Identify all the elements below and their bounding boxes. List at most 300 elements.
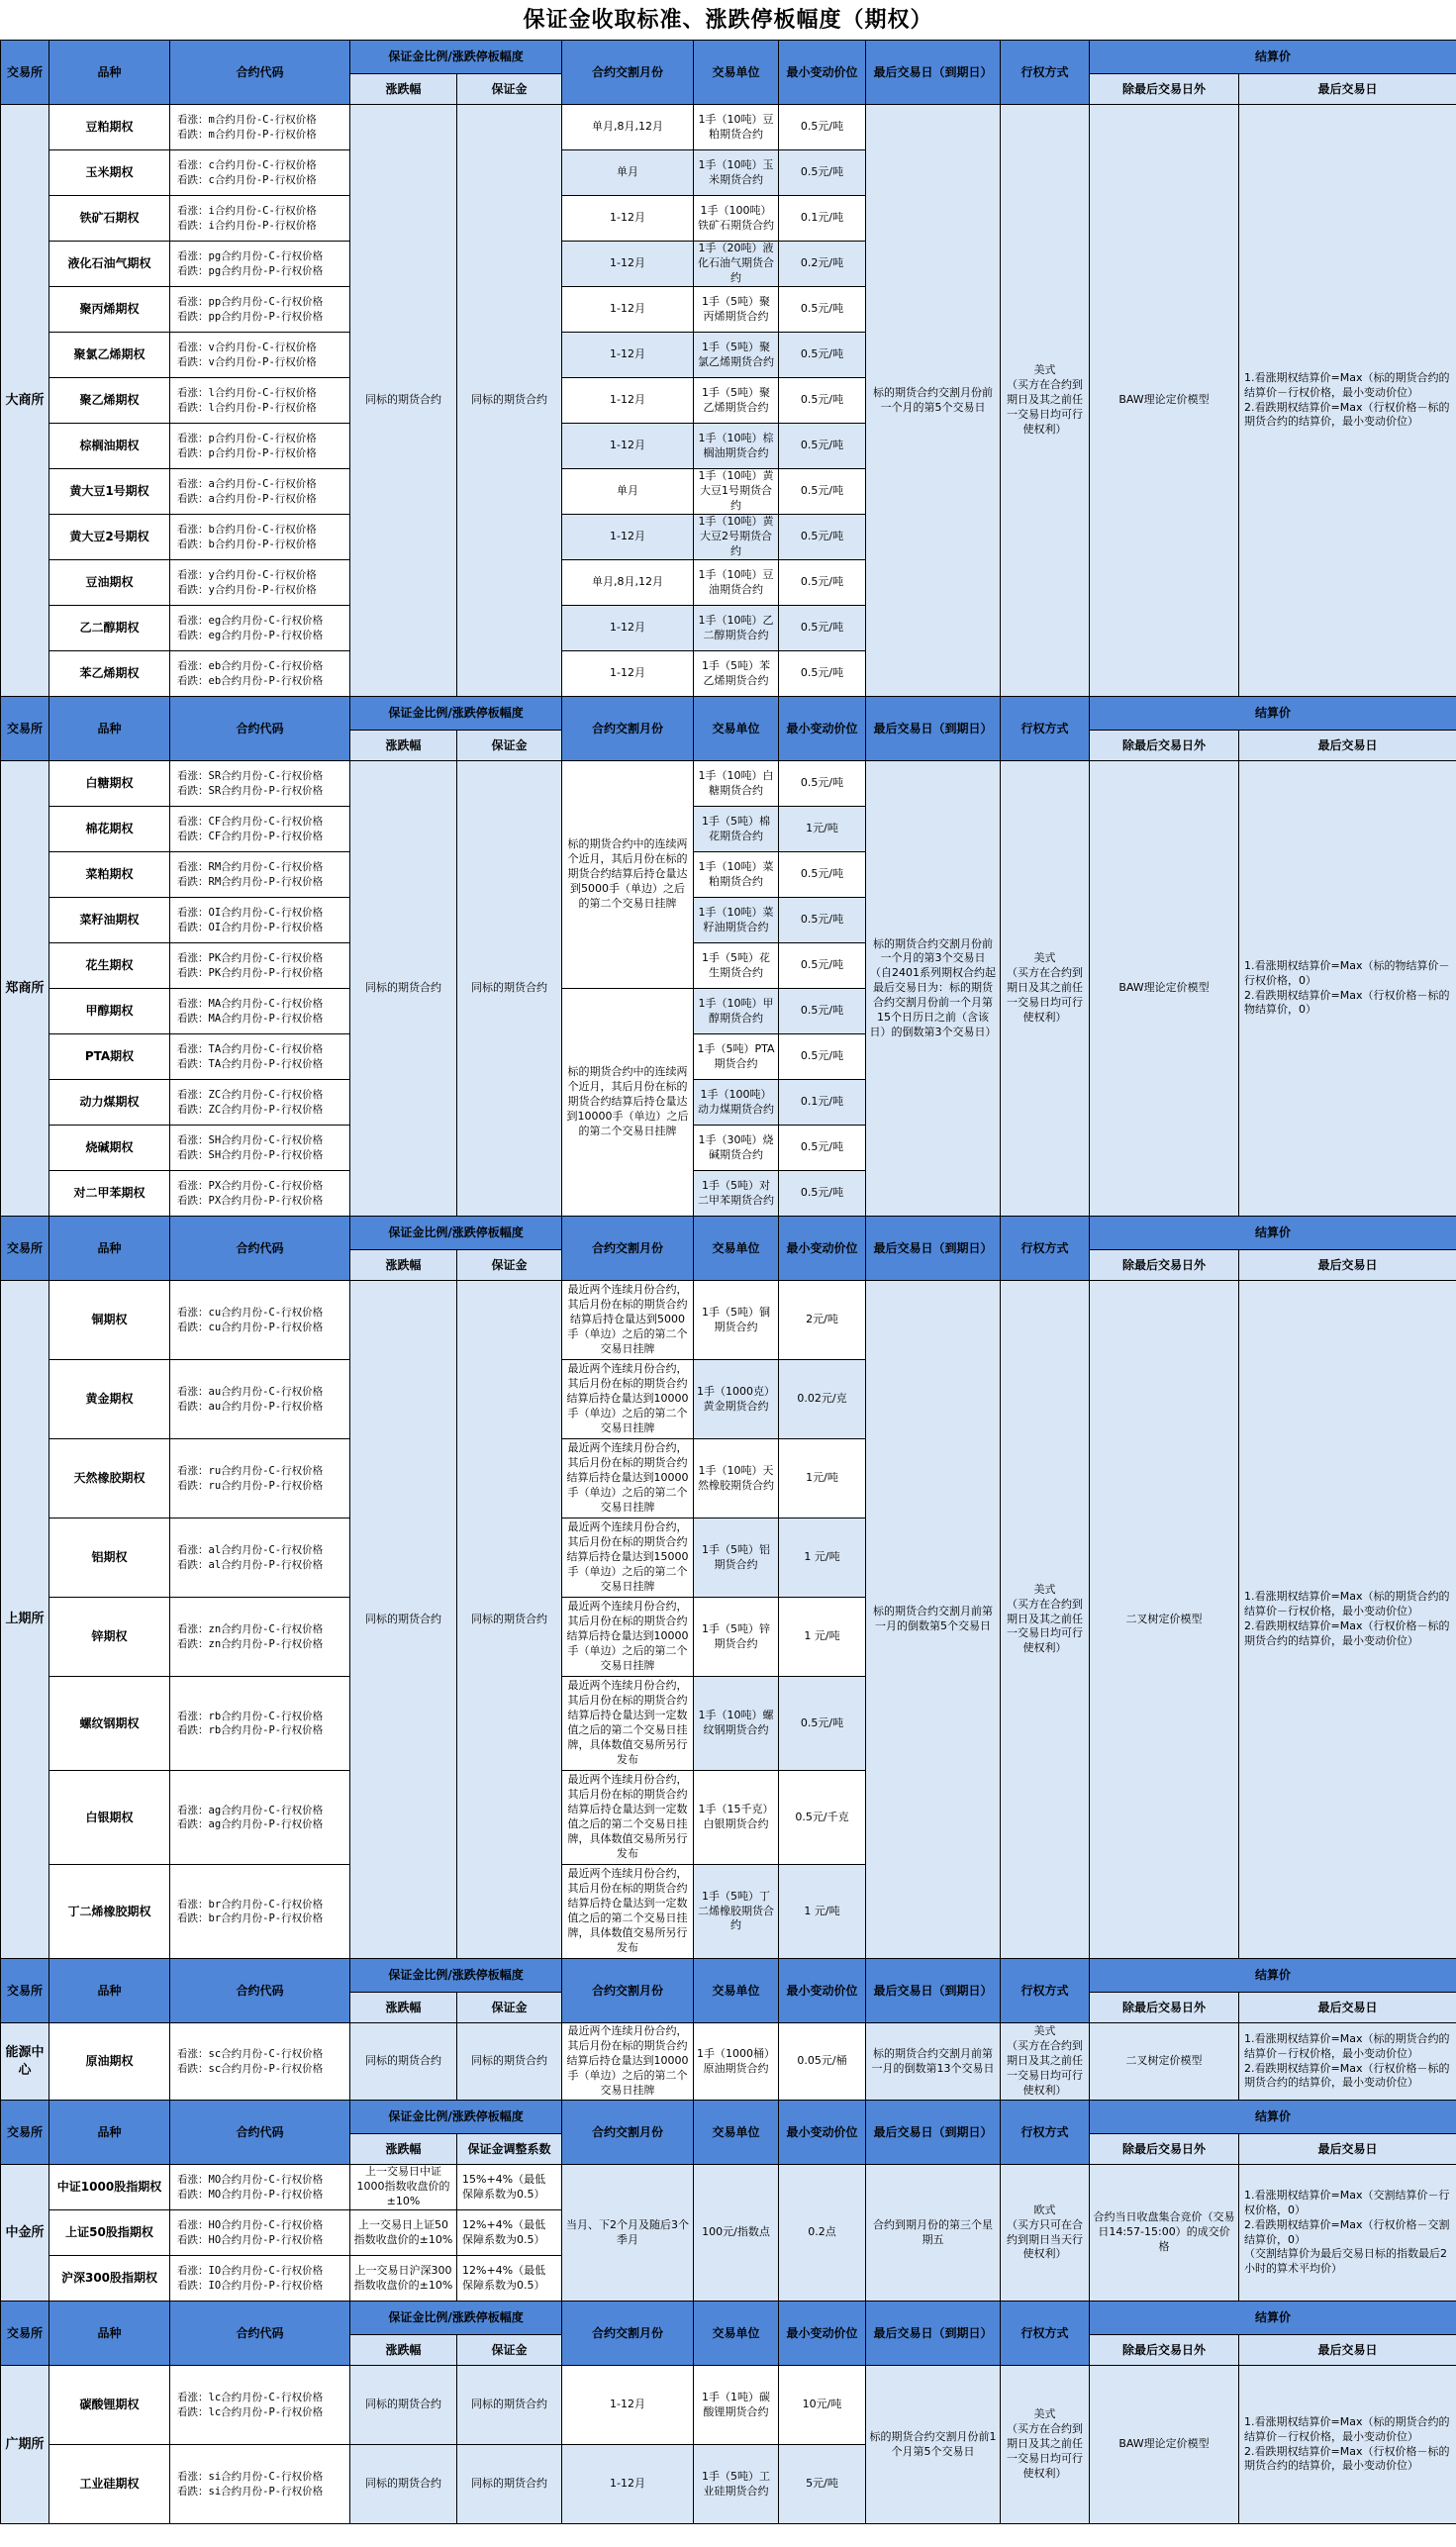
settle-last-cell: 1.看涨期权结算价=Max（标的期货合约的结算价－行权价格，最小变动价位） 2.看跌期权结算价=Max（行权价格－标的期货合约的结算价，最小变动价位）	[1239, 2366, 1456, 2524]
col-header-product: 品种	[49, 697, 170, 761]
col-header-contract-code: 合约代码	[170, 1959, 350, 2023]
delivery-month: 1-12月	[562, 651, 694, 697]
delivery-month: 最近两个连续月份合约，其后月份在标的期货合约结算后持仓量达到10000手（单边）之后的第二个交易日挂牌	[562, 1439, 694, 1518]
tick-size: 0.5元/吨	[779, 1171, 866, 1217]
exercise-cell: 美式 （买方在合约到期日及其之前任一交易日均可行使权利）	[1001, 2023, 1090, 2101]
margin-coef-cell: 12%+4%（最低保障系数为0.5）	[457, 2256, 562, 2302]
trading-unit: 1手（10吨）棕榈油期货合约	[694, 424, 779, 469]
col-header-unit: 交易单位	[694, 41, 779, 105]
header-row	[1, 41, 1456, 74]
col-header-last-trading-day: 最后交易日（到期日）	[866, 2101, 1001, 2165]
product-name: 甲醇期权	[49, 989, 170, 1034]
trading-unit: 1手（5吨）聚氯乙烯期货合约	[694, 333, 779, 378]
delivery-month: 1-12月	[562, 333, 694, 378]
product-name: 工业硅期权	[49, 2445, 170, 2524]
trading-unit: 1手（5吨）PTA期货合约	[694, 1034, 779, 1080]
delivery-month: 标的期货合约中的连续两个近月，其后月份在标的期货合约结算后持仓量达到10000手（单边）之后的第二个交易日挂牌	[562, 989, 694, 1217]
col-header-settle-normal: 除最后交易日外	[1090, 1993, 1239, 2023]
col-header-last-trading-day: 最后交易日（到期日）	[866, 1217, 1001, 1281]
trading-unit: 1手（10吨）白糖期货合约	[694, 761, 779, 807]
delivery-month: 最近两个连续月份合约，其后月份在标的期货合约结算后持仓量达到10000手（单边）之后的第二个交易日挂牌	[562, 1360, 694, 1439]
product-name: 丁二烯橡胶期权	[49, 1865, 170, 1959]
contract-code: 看涨：SH合约月份-C-行权价格 看跌：SH合约月份-P-行权价格	[170, 1126, 350, 1171]
tick-size: 0.5元/吨	[779, 287, 866, 333]
product-name: 原油期权	[49, 2023, 170, 2101]
settle-last-cell: 1.看涨期权结算价=Max（标的期货合约的结算价－行权价格，最小变动价位） 2.看跌期权结算价=Max（行权价格－标的期货合约的结算价，最小变动价位）	[1239, 2023, 1456, 2101]
trading-unit: 1手（5吨）花生期货合约	[694, 943, 779, 989]
table-row	[1, 1281, 1456, 1360]
contract-code: 看涨：ru合约月份-C-行权价格 看跌：ru合约月份-P-行权价格	[170, 1439, 350, 1518]
header-row	[1, 1217, 1456, 1250]
tick-size: 0.5元/吨	[779, 333, 866, 378]
tick-size: 0.2元/吨	[779, 242, 866, 287]
tick-size: 0.05元/桶	[779, 2023, 866, 2101]
tick-size: 0.5元/吨	[779, 1034, 866, 1080]
col-header-tick: 最小变动价位	[779, 2101, 866, 2165]
product-name: 白银期权	[49, 1771, 170, 1865]
tick-size: 0.5元/吨	[779, 469, 866, 515]
col-header-settle-last: 最后交易日	[1239, 2134, 1456, 2165]
tick-size: 2元/吨	[779, 1281, 866, 1360]
col-header-contract-code: 合约代码	[170, 1217, 350, 1281]
product-name: 棉花期权	[49, 807, 170, 852]
product-name: 黄大豆2号期权	[49, 515, 170, 560]
col-header-settle-last: 最后交易日	[1239, 2335, 1456, 2366]
col-header-margin: 保证金	[457, 74, 562, 105]
col-header-settlement: 结算价	[1090, 2302, 1456, 2335]
exchange-cell: 上期所	[1, 1281, 49, 1959]
col-header-unit: 交易单位	[694, 2101, 779, 2165]
tick-size: 0.02元/克	[779, 1360, 866, 1439]
delivery-month: 最近两个连续月份合约，其后月份在标的期货合约结算后持仓量达到10000手（单边）之后的第二个交易日挂牌	[562, 1598, 694, 1677]
delivery-month: 最近两个连续月份合约，其后月份在标的期货合约结算后持仓量达到10000手（单边）之后的第二个交易日挂牌	[562, 2023, 694, 2101]
tick-size: 1元/吨	[779, 807, 866, 852]
delivery-month: 单月	[562, 469, 694, 515]
col-header-exercise: 行权方式	[1001, 2101, 1090, 2165]
col-header-margin: 保证金	[457, 2335, 562, 2366]
trading-unit: 1手（5吨）铜期货合约	[694, 1281, 779, 1360]
product-name: 铜期权	[49, 1281, 170, 1360]
contract-code: 看涨：br合约月份-C-行权价格 看跌：br合约月份-P-行权价格	[170, 1865, 350, 1959]
col-header-limit: 涨跌幅	[350, 1250, 457, 1281]
delivery-month: 1-12月	[562, 2445, 694, 2524]
tick-size: 0.5元/吨	[779, 606, 866, 651]
product-name: 白糖期权	[49, 761, 170, 807]
col-header-exercise: 行权方式	[1001, 41, 1090, 105]
delivery-month: 单月	[562, 150, 694, 196]
limit-cell: 上一交易日沪深300指数收盘价的±10%	[350, 2256, 457, 2302]
trading-unit: 1手（1000桶）原油期货合约	[694, 2023, 779, 2101]
col-header-exercise: 行权方式	[1001, 1217, 1090, 1281]
col-header-delivery-month: 合约交割月份	[562, 1959, 694, 2023]
settle-normal-cell: 合约当日收盘集合竞价（交易日14:57-15:00）的成交价格	[1090, 2165, 1239, 2302]
col-header-exchange: 交易所	[1, 2302, 49, 2366]
settle-last-cell: 1.看涨期权结算价=Max（标的物结算价－行权价格，0） 2.看跌期权结算价=Max（行权价格－标的物结算价，0）	[1239, 761, 1456, 1217]
margin-cell: 同标的期货合约	[457, 105, 562, 697]
col-header-exchange: 交易所	[1, 1959, 49, 2023]
col-header-settle-last: 最后交易日	[1239, 74, 1456, 105]
col-header-limit: 涨跌幅	[350, 731, 457, 761]
col-header-tick: 最小变动价位	[779, 697, 866, 761]
col-header-margin: 保证金	[457, 1250, 562, 1281]
col-header-product: 品种	[49, 1217, 170, 1281]
col-header-limit: 涨跌幅	[350, 2335, 457, 2366]
trading-unit: 1手（10吨）豆粕期货合约	[694, 105, 779, 150]
product-name: 苯乙烯期权	[49, 651, 170, 697]
contract-code: 看涨：y合约月份-C-行权价格 看跌：y合约月份-P-行权价格	[170, 560, 350, 606]
product-name: 菜粕期权	[49, 852, 170, 898]
trading-unit: 1手（100吨）铁矿石期货合约	[694, 196, 779, 242]
col-header-last-trading-day: 最后交易日（到期日）	[866, 1959, 1001, 2023]
exchange-cell: 广期所	[1, 2366, 49, 2524]
exercise-cell: 美式 （买方在合约到期日及其之前任一交易日均可行使权利）	[1001, 761, 1090, 1217]
contract-code: 看涨：a合约月份-C-行权价格 看跌：a合约月份-P-行权价格	[170, 469, 350, 515]
tick-size: 1 元/吨	[779, 1518, 866, 1598]
last-trading-day-cell: 标的期货合约交割月份前一个月的第5个交易日	[866, 105, 1001, 697]
tick-size: 0.2点	[779, 2165, 866, 2302]
col-header-last-trading-day: 最后交易日（到期日）	[866, 2302, 1001, 2366]
contract-code: 看涨：RM合约月份-C-行权价格 看跌：RM合约月份-P-行权价格	[170, 852, 350, 898]
contract-code: 看涨：b合约月份-C-行权价格 看跌：b合约月份-P-行权价格	[170, 515, 350, 560]
limit-cell: 同标的期货合约	[350, 2023, 457, 2101]
product-name: 沪深300股指期权	[49, 2256, 170, 2302]
col-header-margin-group: 保证金比例/涨跌停板幅度	[350, 697, 562, 731]
contract-code: 看涨：c合约月份-C-行权价格 看跌：c合约月份-P-行权价格	[170, 150, 350, 196]
col-header-exchange: 交易所	[1, 2101, 49, 2165]
col-header-delivery-month: 合约交割月份	[562, 697, 694, 761]
trading-unit: 100元/指数点	[694, 2165, 779, 2302]
col-header-exchange: 交易所	[1, 1217, 49, 1281]
col-header-settle-normal: 除最后交易日外	[1090, 2134, 1239, 2165]
col-header-margin: 保证金	[457, 731, 562, 761]
tick-size: 0.5元/吨	[779, 515, 866, 560]
col-header-margin-coef: 保证金调整系数	[457, 2134, 562, 2165]
trading-unit: 1手（10吨）玉米期货合约	[694, 150, 779, 196]
trading-unit: 1手（5吨）工业硅期货合约	[694, 2445, 779, 2524]
trading-unit: 1手（10吨）黄大豆2号期货合约	[694, 515, 779, 560]
contract-code: 看涨：eg合约月份-C-行权价格 看跌：eg合约月份-P-行权价格	[170, 606, 350, 651]
product-name: 黄金期权	[49, 1360, 170, 1439]
col-header-settlement: 结算价	[1090, 1959, 1456, 1993]
contract-code: 看涨：rb合约月份-C-行权价格 看跌：rb合约月份-P-行权价格	[170, 1677, 350, 1771]
contract-code: 看涨：zn合约月份-C-行权价格 看跌：zn合约月份-P-行权价格	[170, 1598, 350, 1677]
exercise-cell: 美式 （买方在合约到期日及其之前任一交易日均可行使权利）	[1001, 2366, 1090, 2524]
product-name: 黄大豆1号期权	[49, 469, 170, 515]
delivery-month: 1-12月	[562, 287, 694, 333]
tick-size: 0.5元/吨	[779, 852, 866, 898]
tick-size: 5元/吨	[779, 2445, 866, 2524]
col-header-exercise: 行权方式	[1001, 2302, 1090, 2366]
product-name: 烧碱期权	[49, 1126, 170, 1171]
delivery-month: 1-12月	[562, 515, 694, 560]
col-header-settlement: 结算价	[1090, 697, 1456, 731]
tick-size: 1元/吨	[779, 1439, 866, 1518]
limit-cell: 同标的期货合约	[350, 2445, 457, 2524]
col-header-margin: 保证金	[457, 1993, 562, 2023]
product-name: 花生期权	[49, 943, 170, 989]
delivery-month: 单月,8月,12月	[562, 560, 694, 606]
contract-code: 看涨：sc合约月份-C-行权价格 看跌：sc合约月份-P-行权价格	[170, 2023, 350, 2101]
col-header-exchange: 交易所	[1, 697, 49, 761]
product-name: 铁矿石期权	[49, 196, 170, 242]
col-header-unit: 交易单位	[694, 1959, 779, 2023]
col-header-contract-code: 合约代码	[170, 2101, 350, 2165]
product-name: 上证50股指期权	[49, 2210, 170, 2256]
col-header-unit: 交易单位	[694, 2302, 779, 2366]
exchange-cell: 中金所	[1, 2165, 49, 2302]
margin-coef-cell: 15%+4%（最低保障系数为0.5）	[457, 2165, 562, 2210]
tick-size: 0.5元/吨	[779, 761, 866, 807]
delivery-month: 最近两个连续月份合约，其后月份在标的期货合约结算后持仓量达到15000手（单边）之后的第二个交易日挂牌	[562, 1518, 694, 1598]
margin-cell: 同标的期货合约	[457, 2445, 562, 2524]
table-row	[1, 2366, 1456, 2445]
last-trading-day-cell: 标的期货合约交割月份前一个月的第3个交易日 （自2401系列期权合约起最后交易日为：标的期货合约交割月份前一个月第15个日历日之前（含该日）的倒数第3个交易日）	[866, 761, 1001, 1217]
trading-unit: 1手（5吨）对二甲苯期货合约	[694, 1171, 779, 1217]
contract-code: 看涨：PX合约月份-C-行权价格 看跌：PX合约月份-P-行权价格	[170, 1171, 350, 1217]
contract-code: 看涨：SR合约月份-C-行权价格 看跌：SR合约月份-P-行权价格	[170, 761, 350, 807]
page-title: 保证金收取标准、涨跌停板幅度（期权）	[523, 7, 933, 33]
product-name: 豆粕期权	[49, 105, 170, 150]
settle-normal-cell: BAW理论定价模型	[1090, 761, 1239, 1217]
limit-cell: 同标的期货合约	[350, 2366, 457, 2445]
limit-cell: 上一交易日中证1000指数收盘价的±10%	[350, 2165, 457, 2210]
table-row	[1, 2023, 1456, 2101]
exercise-cell: 美式 （买方在合约到期日及其之前任一交易日均可行使权利）	[1001, 105, 1090, 697]
last-trading-day-cell: 标的期货合约交割月份前1个月第5个交易日	[866, 2366, 1001, 2524]
col-header-product: 品种	[49, 41, 170, 105]
tick-size: 0.5元/吨	[779, 989, 866, 1034]
last-trading-day-cell: 合约到期月份的第三个星期五	[866, 2165, 1001, 2302]
trading-unit: 1手（10吨）天然橡胶期货合约	[694, 1439, 779, 1518]
tick-size: 0.1元/吨	[779, 1080, 866, 1126]
col-header-tick: 最小变动价位	[779, 2302, 866, 2366]
trading-unit: 1手（30吨）烧碱期货合约	[694, 1126, 779, 1171]
contract-code: 看涨：si合约月份-C-行权价格 看跌：si合约月份-P-行权价格	[170, 2445, 350, 2524]
settle-normal-cell: 二叉树定价模型	[1090, 2023, 1239, 2101]
tick-size: 0.5元/吨	[779, 651, 866, 697]
header-row	[1, 697, 1456, 731]
trading-unit: 1手（20吨）液化石油气期货合约	[694, 242, 779, 287]
col-header-settle-normal: 除最后交易日外	[1090, 1250, 1239, 1281]
contract-code: 看涨：OI合约月份-C-行权价格 看跌：OI合约月份-P-行权价格	[170, 898, 350, 943]
settle-last-cell: 1.看涨期权结算价=Max（交割结算价－行权价格，0） 2.看跌期权结算价=Max（行权价格－交割结算价，0） （交割结算价为最后交易日标的指数最后2小时的算术平均价）	[1239, 2165, 1456, 2302]
tick-size: 0.5元/吨	[779, 898, 866, 943]
col-header-tick: 最小变动价位	[779, 1217, 866, 1281]
tick-size: 1 元/吨	[779, 1865, 866, 1959]
contract-code: 看涨：MA合约月份-C-行权价格 看跌：MA合约月份-P-行权价格	[170, 989, 350, 1034]
contract-code: 看涨：p合约月份-C-行权价格 看跌：p合约月份-P-行权价格	[170, 424, 350, 469]
col-header-exercise: 行权方式	[1001, 1959, 1090, 2023]
col-header-limit: 涨跌幅	[350, 74, 457, 105]
col-header-unit: 交易单位	[694, 697, 779, 761]
contract-code: 看涨：ag合约月份-C-行权价格 看跌：ag合约月份-P-行权价格	[170, 1771, 350, 1865]
exchange-cell: 郑商所	[1, 761, 49, 1217]
trading-unit: 1手（10吨）菜籽油期货合约	[694, 898, 779, 943]
delivery-month: 当月、下2个月及随后3个季月	[562, 2165, 694, 2302]
exercise-cell: 欧式 （买方只可在合约到期日当天行使权利）	[1001, 2165, 1090, 2302]
col-header-product: 品种	[49, 2101, 170, 2165]
product-name: 棕榈油期权	[49, 424, 170, 469]
contract-code: 看涨：v合约月份-C-行权价格 看跌：v合约月份-P-行权价格	[170, 333, 350, 378]
col-header-contract-code: 合约代码	[170, 2302, 350, 2366]
product-name: 动力煤期权	[49, 1080, 170, 1126]
product-name: 碳酸锂期权	[49, 2366, 170, 2445]
header-row	[1, 1959, 1456, 1993]
trading-unit: 1手（1000克）黄金期货合约	[694, 1360, 779, 1439]
trading-unit: 1手（5吨）锌期货合约	[694, 1598, 779, 1677]
trading-unit: 1手（10吨）菜粕期货合约	[694, 852, 779, 898]
margin-cell: 同标的期货合约	[457, 2023, 562, 2101]
product-name: 对二甲苯期权	[49, 1171, 170, 1217]
contract-code: 看涨：IO合约月份-C-行权价格 看跌：IO合约月份-P-行权价格	[170, 2256, 350, 2302]
limit-cell: 同标的期货合约	[350, 105, 457, 697]
last-trading-day-cell: 标的期货合约交割月前第一月的倒数第5个交易日	[866, 1281, 1001, 1959]
product-name: 中证1000股指期权	[49, 2165, 170, 2210]
product-name: 聚乙烯期权	[49, 378, 170, 424]
product-name: 乙二醇期权	[49, 606, 170, 651]
col-header-margin-group: 保证金比例/涨跌停板幅度	[350, 2101, 562, 2134]
trading-unit: 1手（10吨）黄大豆1号期货合约	[694, 469, 779, 515]
product-name: 玉米期权	[49, 150, 170, 196]
tick-size: 0.5元/吨	[779, 424, 866, 469]
delivery-month: 单月,8月,12月	[562, 105, 694, 150]
trading-unit: 1手（5吨）聚乙烯期货合约	[694, 378, 779, 424]
col-header-last-trading-day: 最后交易日（到期日）	[866, 697, 1001, 761]
tick-size: 10元/吨	[779, 2366, 866, 2445]
contract-code: 看涨：CF合约月份-C-行权价格 看跌：CF合约月份-P-行权价格	[170, 807, 350, 852]
contract-code: 看涨：i合约月份-C-行权价格 看跌：i合约月份-P-行权价格	[170, 196, 350, 242]
product-name: 锌期权	[49, 1598, 170, 1677]
delivery-month: 标的期货合约中的连续两个近月，其后月份在标的期货合约结算后持仓量达到5000手（单边）之后的第二个交易日挂牌	[562, 761, 694, 989]
tick-size: 0.1元/吨	[779, 196, 866, 242]
col-header-settlement: 结算价	[1090, 2101, 1456, 2134]
delivery-month: 1-12月	[562, 242, 694, 287]
col-header-delivery-month: 合约交割月份	[562, 1217, 694, 1281]
tick-size: 0.5元/吨	[779, 943, 866, 989]
contract-code: 看涨：cu合约月份-C-行权价格 看跌：cu合约月份-P-行权价格	[170, 1281, 350, 1360]
contract-code: 看涨：HO合约月份-C-行权价格 看跌：HO合约月份-P-行权价格	[170, 2210, 350, 2256]
margin-table	[0, 40, 1456, 2524]
col-header-settle-last: 最后交易日	[1239, 1993, 1456, 2023]
product-name: 菜籽油期权	[49, 898, 170, 943]
trading-unit: 1手（10吨）乙二醇期货合约	[694, 606, 779, 651]
contract-code: 看涨：al合约月份-C-行权价格 看跌：al合约月份-P-行权价格	[170, 1518, 350, 1598]
contract-code: 看涨：TA合约月份-C-行权价格 看跌：TA合约月份-P-行权价格	[170, 1034, 350, 1080]
trading-unit: 1手（5吨）铝期货合约	[694, 1518, 779, 1598]
col-header-settle-normal: 除最后交易日外	[1090, 731, 1239, 761]
settle-last-cell: 1.看涨期权结算价=Max（标的期货合约的结算价－行权价格，最小变动价位） 2.看跌期权结算价=Max（行权价格－标的期货合约的结算价，最小变动价位）	[1239, 105, 1456, 697]
margin-cell: 同标的期货合约	[457, 1281, 562, 1959]
exchange-cell: 能源中心	[1, 2023, 49, 2101]
col-header-tick: 最小变动价位	[779, 1959, 866, 2023]
margin-cell: 同标的期货合约	[457, 761, 562, 1217]
tick-size: 0.5元/吨	[779, 378, 866, 424]
col-header-delivery-month: 合约交割月份	[562, 2101, 694, 2165]
limit-cell: 同标的期货合约	[350, 1281, 457, 1959]
tick-size: 0.5元/吨	[779, 1677, 866, 1771]
settle-normal-cell: BAW理论定价模型	[1090, 105, 1239, 697]
delivery-month: 最近两个连续月份合约，其后月份在标的期货合约结算后持仓量达到一定数值之后的第二个交易日挂牌，具体数值交易所另行发布	[562, 1771, 694, 1865]
col-header-unit: 交易单位	[694, 1217, 779, 1281]
tick-size: 0.5元/吨	[779, 150, 866, 196]
delivery-month: 最近两个连续月份合约，其后月份在标的期货合约结算后持仓量达到一定数值之后的第二个交易日挂牌，具体数值交易所另行发布	[562, 1865, 694, 1959]
delivery-month: 最近两个连续月份合约，其后月份在标的期货合约结算后持仓量达到一定数值之后的第二个交易日挂牌，具体数值交易所另行发布	[562, 1677, 694, 1771]
table-row	[1, 761, 1456, 807]
trading-unit: 1手（5吨）聚丙烯期货合约	[694, 287, 779, 333]
margin-cell: 同标的期货合约	[457, 2366, 562, 2445]
delivery-month: 1-12月	[562, 2366, 694, 2445]
settle-last-cell: 1.看涨期权结算价=Max（标的期货合约的结算价－行权价格，最小变动价位） 2.看跌期权结算价=Max（行权价格－标的期货合约的结算价，最小变动价位）	[1239, 1281, 1456, 1959]
settle-normal-cell: BAW理论定价模型	[1090, 2366, 1239, 2524]
col-header-settlement: 结算价	[1090, 1217, 1456, 1250]
col-header-contract-code: 合约代码	[170, 697, 350, 761]
trading-unit: 1手（5吨）丁二烯橡胶期货合约	[694, 1865, 779, 1959]
contract-code: 看涨：pp合约月份-C-行权价格 看跌：pp合约月份-P-行权价格	[170, 287, 350, 333]
tick-size: 0.5元/吨	[779, 560, 866, 606]
trading-unit: 1手（10吨）豆油期货合约	[694, 560, 779, 606]
header-row	[1, 2302, 1456, 2335]
product-name: 液化石油气期权	[49, 242, 170, 287]
col-header-margin-group: 保证金比例/涨跌停板幅度	[350, 41, 562, 74]
table-row	[1, 105, 1456, 150]
contract-code: 看涨：pg合约月份-C-行权价格 看跌：pg合约月份-P-行权价格	[170, 242, 350, 287]
tick-size: 0.5元/吨	[779, 105, 866, 150]
col-header-delivery-month: 合约交割月份	[562, 2302, 694, 2366]
contract-code: 看涨：MO合约月份-C-行权价格 看跌：MO合约月份-P-行权价格	[170, 2165, 350, 2210]
tick-size: 0.5元/千克	[779, 1771, 866, 1865]
product-name: 铝期权	[49, 1518, 170, 1598]
col-header-limit: 涨跌幅	[350, 2134, 457, 2165]
product-name: 螺纹钢期权	[49, 1677, 170, 1771]
last-trading-day-cell: 标的期货合约交割月前第一月的倒数第13个交易日	[866, 2023, 1001, 2101]
contract-code: 看涨：l合约月份-C-行权价格 看跌：l合约月份-P-行权价格	[170, 378, 350, 424]
delivery-month: 最近两个连续月份合约，其后月份在标的期货合约结算后持仓量达到5000手（单边）之后的第二个交易日挂牌	[562, 1281, 694, 1360]
product-name: PTA期权	[49, 1034, 170, 1080]
delivery-month: 1-12月	[562, 196, 694, 242]
col-header-settle-last: 最后交易日	[1239, 731, 1456, 761]
product-name: 豆油期权	[49, 560, 170, 606]
col-header-exchange: 交易所	[1, 41, 49, 105]
exercise-cell: 美式 （买方在合约到期日及其之前任一交易日均可行使权利）	[1001, 1281, 1090, 1959]
col-header-margin-group: 保证金比例/涨跌停板幅度	[350, 2302, 562, 2335]
contract-code: 看涨：PK合约月份-C-行权价格 看跌：PK合约月份-P-行权价格	[170, 943, 350, 989]
col-header-limit: 涨跌幅	[350, 1993, 457, 2023]
col-header-contract-code: 合约代码	[170, 41, 350, 105]
header-row	[1, 2101, 1456, 2134]
col-header-exercise: 行权方式	[1001, 697, 1090, 761]
tick-size: 1 元/吨	[779, 1598, 866, 1677]
col-header-margin-group: 保证金比例/涨跌停板幅度	[350, 1217, 562, 1250]
delivery-month: 1-12月	[562, 424, 694, 469]
settle-normal-cell: 二叉树定价模型	[1090, 1281, 1239, 1959]
exchange-cell: 大商所	[1, 105, 49, 697]
trading-unit: 1手（1吨）碳酸锂期货合约	[694, 2366, 779, 2445]
trading-unit: 1手（15千克）白银期货合约	[694, 1771, 779, 1865]
delivery-month: 1-12月	[562, 606, 694, 651]
limit-cell: 上一交易日上证50指数收盘价的±10%	[350, 2210, 457, 2256]
trading-unit: 1手（10吨）甲醇期货合约	[694, 989, 779, 1034]
trading-unit: 1手（5吨）棉花期货合约	[694, 807, 779, 852]
col-header-settle-last: 最后交易日	[1239, 1250, 1456, 1281]
margin-coef-cell: 12%+4%（最低保障系数为0.5）	[457, 2210, 562, 2256]
col-header-settle-normal: 除最后交易日外	[1090, 2335, 1239, 2366]
col-header-last-trading-day: 最后交易日（到期日）	[866, 41, 1001, 105]
contract-code: 看涨：m合约月份-C-行权价格 看跌：m合约月份-P-行权价格	[170, 105, 350, 150]
tick-size: 0.5元/吨	[779, 1126, 866, 1171]
contract-code: 看涨：ZC合约月份-C-行权价格 看跌：ZC合约月份-P-行权价格	[170, 1080, 350, 1126]
trading-unit: 1手（10吨）螺纹钢期货合约	[694, 1677, 779, 1771]
contract-code: 看涨：lc合约月份-C-行权价格 看跌：lc合约月份-P-行权价格	[170, 2366, 350, 2445]
